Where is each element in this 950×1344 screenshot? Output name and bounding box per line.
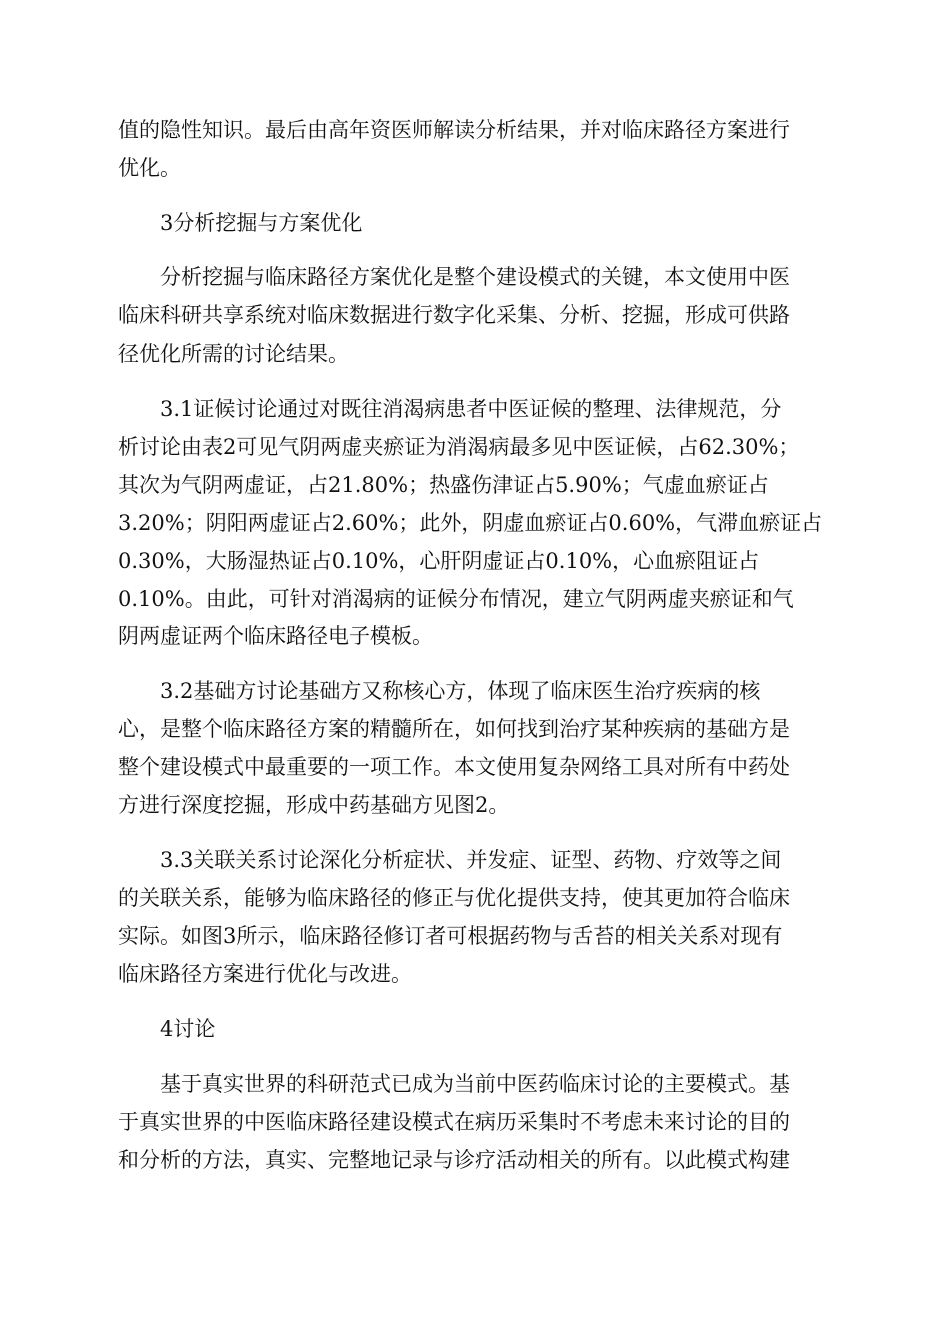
paragraph-line: 整个建设模式中最重要的一项工作。本文使用复杂网络工具对所有中药处 bbox=[118, 755, 790, 779]
paragraph-line: 基于真实世界的科研范式已成为当前中医药临床讨论的主要模式。基 bbox=[160, 1072, 790, 1096]
section-heading: 3分析挖掘与方案优化 bbox=[160, 211, 363, 235]
paragraph-line: 临床科研共享系统对临床数据进行数字化采集、分析、挖掘，形成可供路 bbox=[118, 303, 790, 327]
section-heading: 4讨论 bbox=[160, 1017, 216, 1041]
paragraph-line: 优化。 bbox=[118, 156, 181, 180]
paragraph-line: 值的隐性知识。最后由高年资医师解读分析结果，并对临床路径方案进行 bbox=[118, 118, 790, 142]
paragraph-line: 方进行深度挖掘，形成中药基础方见图2。 bbox=[118, 793, 510, 817]
paragraph-line: 析讨论由表2可见气阴两虚夹瘀证为消渴病最多见中医证候，占62.30%； bbox=[118, 435, 800, 459]
paragraph-line: 心，是整个临床路径方案的精髓所在，如何找到治疗某种疾病的基础方是 bbox=[118, 717, 790, 741]
paragraph-line: 的关联关系，能够为临床路径的修正与优化提供支持，使其更加符合临床 bbox=[118, 886, 790, 910]
paragraph-line: 0.30%，大肠湿热证占0.10%，心肝阴虚证占0.10%，心血瘀阻证占 bbox=[118, 549, 760, 573]
paragraph-line: 和分析的方法，真实、完整地记录与诊疗活动相关的所有。以此模式构建 bbox=[118, 1148, 790, 1172]
paragraph-line: 临床路径方案进行优化与改进。 bbox=[118, 962, 412, 986]
paragraph-line: 于真实世界的中医临床路径建设模式在病历采集时不考虑未来讨论的目的 bbox=[118, 1110, 790, 1134]
paragraph-line: 0.10%。由此，可针对消渴病的证候分布情况，建立气阴两虚夹瘀证和气 bbox=[118, 587, 794, 611]
paragraph-line: 3.3关联关系讨论深化分析症状、并发症、证型、药物、疗效等之间 bbox=[160, 848, 782, 872]
paragraph-line: 其次为气阴两虚证，占21.80%；热盛伤津证占5.90%；气虚血瘀证占 bbox=[118, 473, 769, 497]
paragraph-line: 阴两虚证两个临床路径电子模板。 bbox=[118, 624, 433, 648]
paragraph-line: 3.20%；阴阳两虚证占2.60%；此外，阴虚血瘀证占0.60%，气滞血瘀证占 bbox=[118, 511, 823, 535]
paragraph-line: 3.2基础方讨论基础方又称核心方，体现了临床医生治疗疾病的核 bbox=[160, 679, 761, 703]
paragraph-line: 分析挖掘与临床路径方案优化是整个建设模式的关键，本文使用中医 bbox=[160, 265, 790, 289]
paragraph-line: 3.1证候讨论通过对既往消渴病患者中医证候的整理、法律规范，分 bbox=[160, 397, 782, 421]
paragraph-line: 实际。如图3所示，临床路径修订者可根据药物与舌苔的相关关系对现有 bbox=[118, 924, 783, 948]
paragraph-line: 径优化所需的讨论结果。 bbox=[118, 342, 349, 366]
